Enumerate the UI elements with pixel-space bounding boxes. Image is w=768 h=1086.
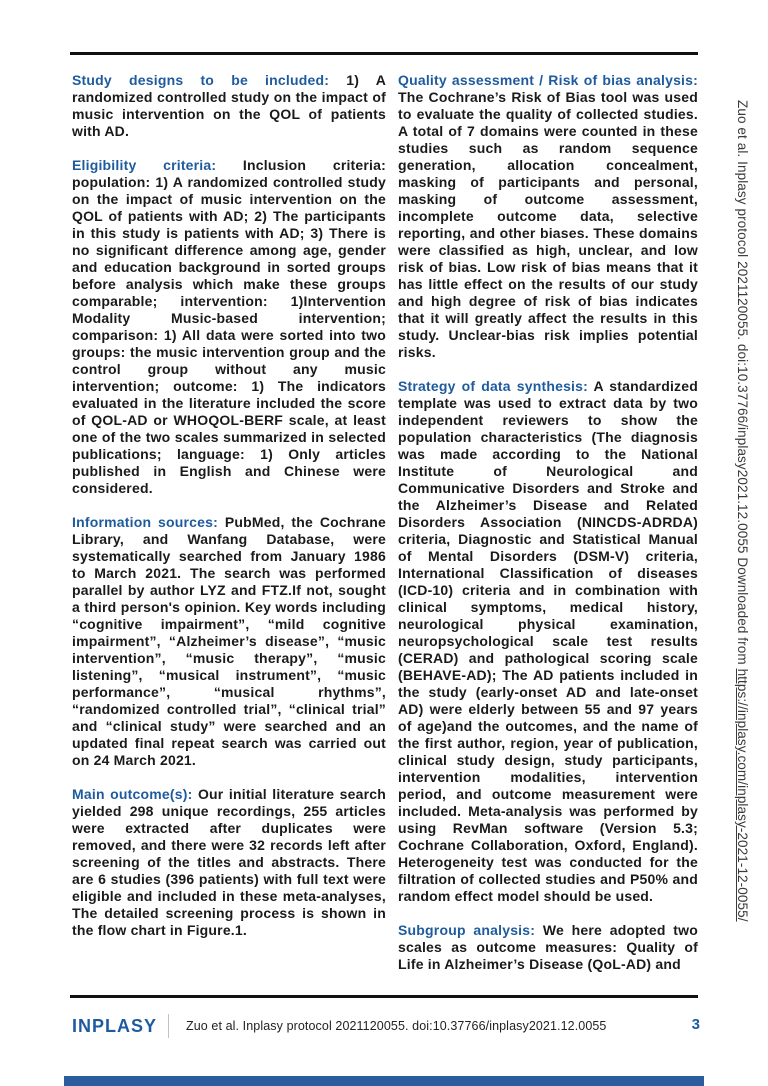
section-main-outcomes <box>72 786 386 939</box>
footer-rule <box>70 995 698 998</box>
section-heading: Main outcome(s): <box>72 786 193 802</box>
section-heading: Study designs to be included: <box>72 72 330 88</box>
section-body: Our initial literature search yielded 298 unique recordings, 255 articles were extracted after duplicates were removed, and there were 32 records left after screening of the titles and abstracts. There are 6 studies (396 patients) with full text were eligible and included in these meta-analyses, The detailed screening process is shown in the flow chart in Figure.1. <box>72 786 387 938</box>
vertical-citation-link[interactable]: https://inplasy.com/inplasy-2021-12-0055/ <box>735 668 750 922</box>
vertical-citation-text: Zuo et al. Inplasy protocol 2021120055. doi:10.37766/inplasy2021.12.0055 Downloaded from <box>735 100 750 669</box>
footer-divider <box>168 1014 169 1038</box>
section-eligibility-criteria <box>72 157 386 497</box>
section-quality-assessment <box>398 72 698 361</box>
section-body: Inclusion criteria: population: 1) A randomized controlled study on the impact of music intervention on the QOL of patients with AD; 2) The participants in this study is patients with AD; 3) There is no significant difference among age, gender and education background in sorted groups before analysis which make these groups comparable; intervention: 1)Intervention Modality Music-based intervention; comparison: 1) All data were sorted into two groups: the music intervention group and the control group without any music intervention; outcome: 1) The indicators evaluated in the literature included the score of QOL-AD or WHOQOL-BERF scale, at least one of the two scales summarized in selected publications; language: 1) Only articles published in English and Chinese were considered. <box>72 157 386 496</box>
section-heading: Information sources: <box>72 514 218 530</box>
top-rule <box>70 52 698 55</box>
section-strategy-data-synthesis <box>398 378 698 905</box>
section-body: 1) A randomized controlled study on the impact of music intervention on the QOL of patients with AD. <box>72 72 387 139</box>
section-body: We here adopted two scales as outcome measures: Quality of Life in Alzheimer’s Disease (QoL-AD) and <box>398 922 698 972</box>
section-information-sources <box>72 514 386 769</box>
section-subgroup-analysis <box>398 922 698 973</box>
section-body: The Cochrane’s Risk of Bias tool was used to evaluate the quality of collected studies. A total of 7 domains were counted in these studies such as random sequence generation, allocation concealment, masking of participants and personal, masking of outcome assessment, incomplete outcome data, selective reporting, and other biases. These domains were classified as high, unclear, and low risk of bias. Low risk of bias means that it has little effect on the results of our study and high degree of risk of bias indicates that it will greatly affect the results in this study. Unclear-bias risk implies potential risks. <box>398 89 698 360</box>
footer-page-number: 3 <box>691 1016 700 1033</box>
section-heading: Subgroup analysis: <box>398 922 536 938</box>
section-body: A standardized template was used to extract data by two independent reviewers to show the population characteristics (The diagnosis was made according to the National Institute of Neurological and Communicative Disorders and Stroke and the Alzheimer’s Disease and Related Disorders Association (NINCDS-ADRDA) criteria, Diagnostic and Statistical Manual of Mental Disorders (DSM-V) criteria, International Classification of diseases (ICD-10) criteria and in combination with clinical symptoms, medical history, neurological physical examination, neuropsychological scale test results (CERAD) and pathological scoring scale (BEHAVE-AD); The AD patients included in the study (early-onset AD and late-onset AD) were elderly between 55 and 97 years of age)and the outcomes, and the name of the first author, region, year of publication, clinical study design, study participants, intervention modalities, intervention period, and outcome measurement were included. Meta-analysis was performed by using RevMan software (Version 5.3; Cochrane Collaboration, Oxford, England). Heterogeneity test was conducted for the filtration of collected studies and P50% and random effect model should be used. <box>398 378 698 904</box>
vertical-citation <box>735 100 750 922</box>
bottom-bar <box>64 1076 704 1086</box>
content-columns <box>72 72 698 990</box>
section-body: PubMed, the Cochrane Library, and Wanfang Database, were systematically searched from January 1986 to March 2021. The search was performed parallel by author LYZ and FTZ.If not, sought a third person's opinion. Key words including “cognitive impairment”, “mild cognitive impairment”, “Alzheimer’s disease”, “music intervention”, “music therapy”, “music listening”, “musical instrument”, “music performance”, “musical rhythms”, “randomized controlled trial”, “clinical trial” and “clinical study” were searched and an updated final repeat search was carried out on 24 March 2021. <box>72 514 386 768</box>
section-heading: Eligibility criteria: <box>72 157 217 173</box>
footer-citation: Zuo et al. Inplasy protocol 2021120055. doi:10.37766/inplasy2021.12.0055 <box>186 1019 607 1033</box>
column-right <box>398 72 698 990</box>
section-heading: Strategy of data synthesis: <box>398 378 588 394</box>
section-heading: Quality assessment / Risk of bias analysis: <box>398 72 698 88</box>
section-study-designs <box>72 72 386 140</box>
footer-logo: INPLASY <box>72 1016 158 1036</box>
column-left <box>72 72 386 990</box>
